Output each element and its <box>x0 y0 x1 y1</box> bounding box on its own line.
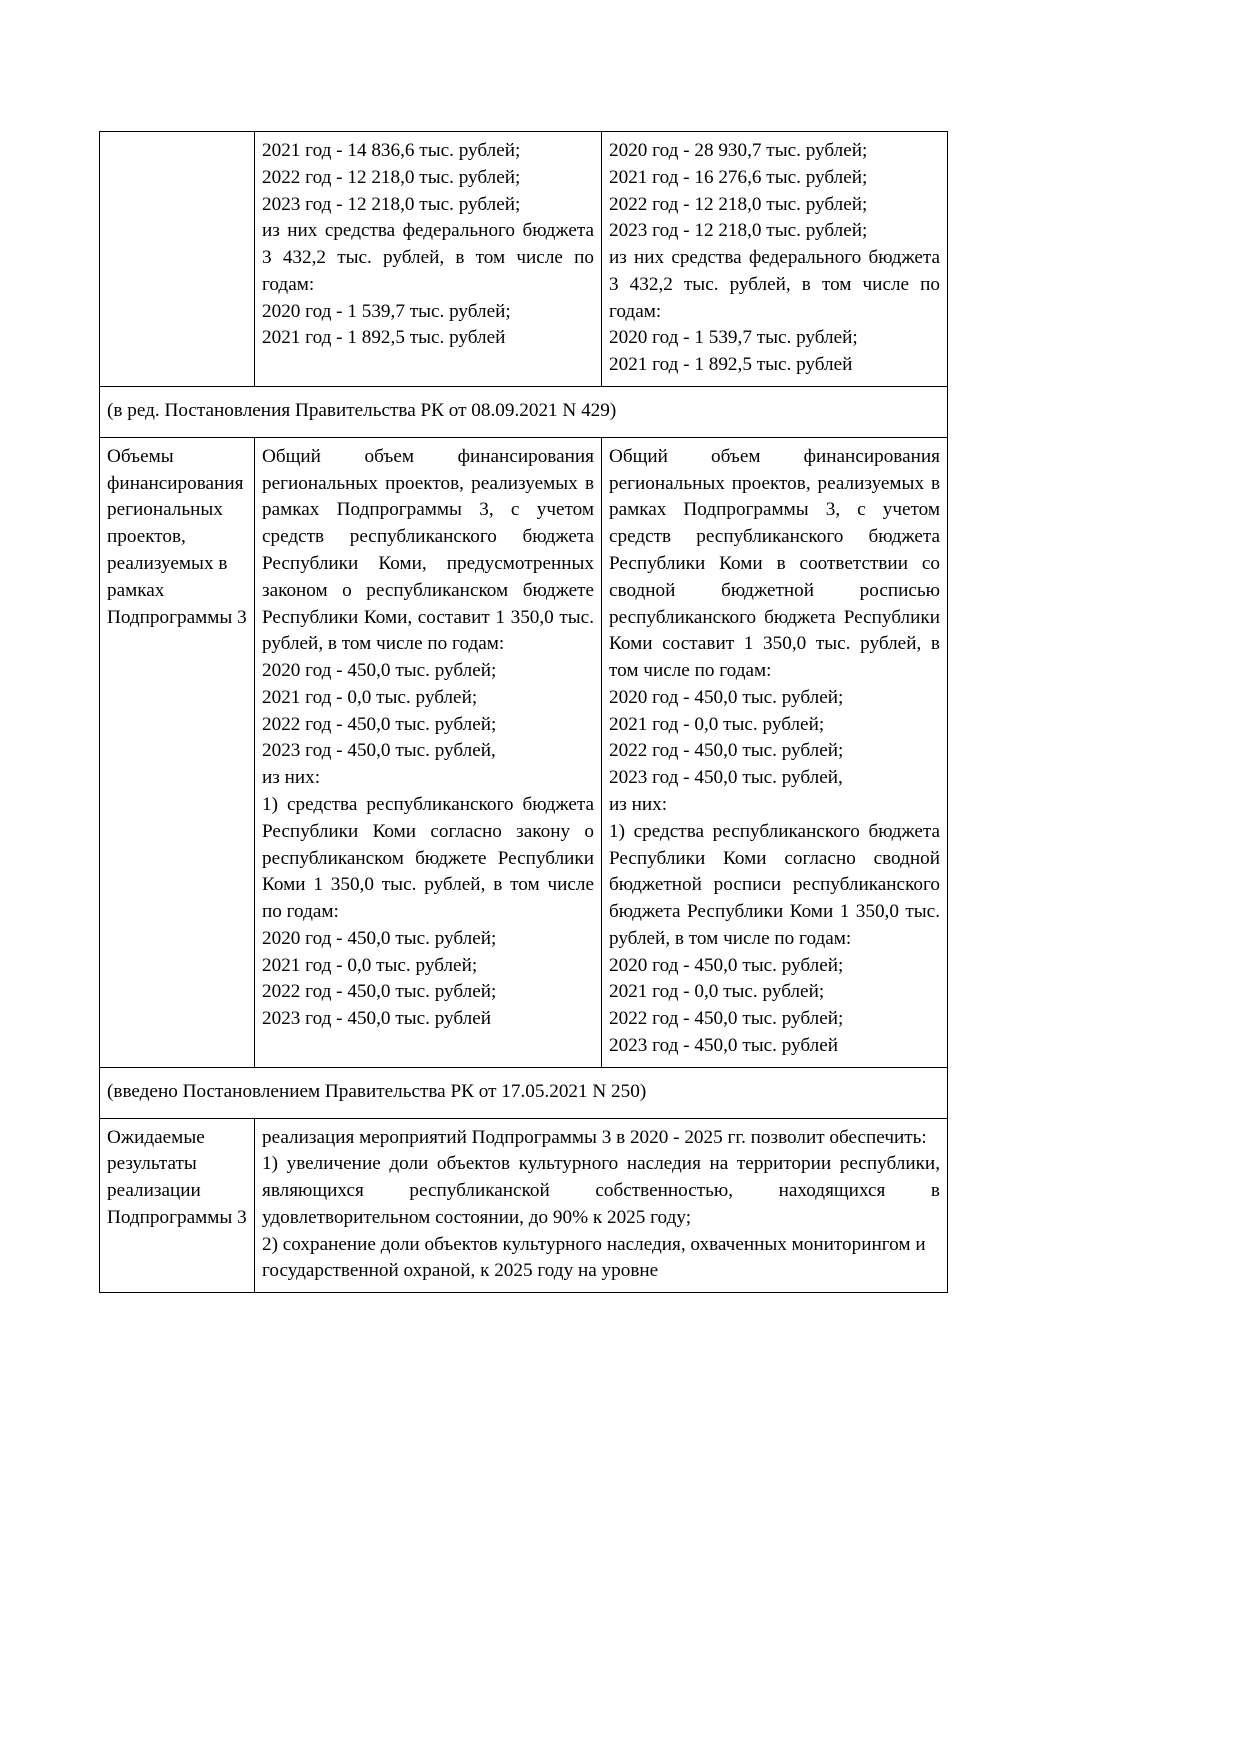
paragraph: из них: <box>262 767 321 789</box>
funding-line: 2023 год - 12 218,0 тыс. рублей; <box>262 193 521 215</box>
paragraph: 1) средства республиканского бюджета Республики Коми согласно закону о республиканском бюджете Республики Коми 1 350,0 тыс. рублей, в том числе по годам: <box>262 793 594 923</box>
funding-line: 2020 год - 1 539,7 тыс. рублей; <box>609 327 858 349</box>
expected-results-body <box>255 1118 948 1293</box>
amendment-note-1: (в ред. Постановления Правительства РК от 08.09.2021 N 429) <box>100 387 948 438</box>
paragraph: 2021 год - 0,0 тыс. рублей; <box>609 713 825 735</box>
paragraph: 2023 год - 450,0 тыс. рублей, <box>262 740 496 762</box>
paragraph: 2020 год - 450,0 тыс. рублей; <box>262 660 497 682</box>
paragraph: 2021 год - 0,0 тыс. рублей; <box>609 981 825 1003</box>
row-label-cell-empty <box>100 132 255 387</box>
paragraph: 2020 год - 450,0 тыс. рублей; <box>609 954 844 976</box>
paragraph: Общий объем финансирования региональных проектов, реализуемых в рамках Подпрограммы 3, с учетом средств республиканского бюджета Республики Коми, предусмотренных законом о республиканском бюджете Республики Коми, составит 1 350,0 тыс. рублей, в том числе по годам: <box>262 445 594 655</box>
table-row-regional-projects <box>100 437 948 1067</box>
regional-projects-old-version-cell <box>255 437 602 1067</box>
paragraph: 2021 год - 0,0 тыс. рублей; <box>262 954 478 976</box>
funding-line: из них средства федерального бюджета 3 432,2 тыс. рублей, в том числе по годам: <box>262 220 594 295</box>
table-row-amendment-note-2 <box>100 1067 948 1118</box>
funding-line: 2021 год - 1 892,5 тыс. рублей <box>262 327 506 349</box>
program-passport-table <box>99 131 948 1293</box>
paragraph: реализация мероприятий Подпрограммы 3 в 2020 - 2025 гг. позволит обеспечить: <box>262 1126 927 1148</box>
paragraph: 2022 год - 450,0 тыс. рублей; <box>262 713 497 735</box>
paragraph: из них: <box>609 793 668 815</box>
funding-line: 2021 год - 14 836,6 тыс. рублей; <box>262 140 521 161</box>
funding-line: 2020 год - 28 930,7 тыс. рублей; <box>609 140 868 161</box>
funding-line: 2022 год - 12 218,0 тыс. рублей; <box>609 193 868 215</box>
paragraph: 2022 год - 450,0 тыс. рублей; <box>609 740 844 762</box>
paragraph: 2023 год - 450,0 тыс. рублей <box>262 1008 492 1030</box>
paragraph: 1) увеличение доли объектов культурного наследия на территории республики, являющихся республиканской собственностью, находящихся в удовлетворительном состоянии, до 90% к 2025 году; <box>262 1153 940 1228</box>
funding-line: 2020 год - 1 539,7 тыс. рублей; <box>262 300 511 322</box>
paragraph: 2) сохранение доли объектов культурного наследия, охваченных мониторингом и государственной охраной, к 2025 году на уровне <box>262 1233 926 1282</box>
funding-line: 2021 год - 16 276,6 тыс. рублей; <box>609 166 868 188</box>
funding-line: 2022 год - 12 218,0 тыс. рублей; <box>262 166 521 188</box>
row-label-expected-results: Ожидаемые результаты реализации Подпрограммы 3 <box>100 1118 255 1293</box>
paragraph: 2021 год - 0,0 тыс. рублей; <box>262 686 478 708</box>
funding-line: из них средства федерального бюджета 3 432,2 тыс. рублей, в том числе по годам: <box>609 247 940 322</box>
table-row-amendment-note-1 <box>100 387 948 438</box>
funding-line: 2023 год - 12 218,0 тыс. рублей; <box>609 220 868 242</box>
paragraph: 2022 год - 450,0 тыс. рублей; <box>609 1008 844 1030</box>
funding-line: 2021 год - 1 892,5 тыс. рублей <box>609 354 853 376</box>
amendment-note-2: (введено Постановлением Правительства РК от 17.05.2021 N 250) <box>100 1067 948 1118</box>
table-row-expected-results <box>100 1118 948 1293</box>
regional-projects-new-version-cell <box>602 437 948 1067</box>
paragraph: 2022 год - 450,0 тыс. рублей; <box>262 981 497 1003</box>
table-row-funding-continuation <box>100 132 948 387</box>
funding-continuation-new-version-cell <box>602 132 948 387</box>
row-label-regional-projects: Объемы финансирования региональных проектов, реализуемых в рамках Подпрограммы 3 <box>100 437 255 1067</box>
paragraph: 1) средства республиканского бюджета Республики Коми согласно сводной бюджетной росписи республиканского бюджета Республики Коми 1 350,0 тыс. рублей, в том числе по годам: <box>609 820 940 949</box>
paragraph: 2023 год - 450,0 тыс. рублей <box>609 1035 839 1056</box>
funding-continuation-old-version-cell <box>255 132 602 387</box>
paragraph: Общий объем финансирования региональных проектов, реализуемых в рамках Подпрограммы 3, с учетом средств республиканского бюджета Республики Коми в соответствии со сводной бюджетной росписью республиканского бюджета Республики Коми составит 1 350,0 тыс. рублей, в том числе по годам: <box>609 445 940 682</box>
paragraph: 2020 год - 450,0 тыс. рублей; <box>609 686 844 708</box>
paragraph: 2023 год - 450,0 тыс. рублей, <box>609 767 843 789</box>
paragraph: 2020 год - 450,0 тыс. рублей; <box>262 927 497 949</box>
